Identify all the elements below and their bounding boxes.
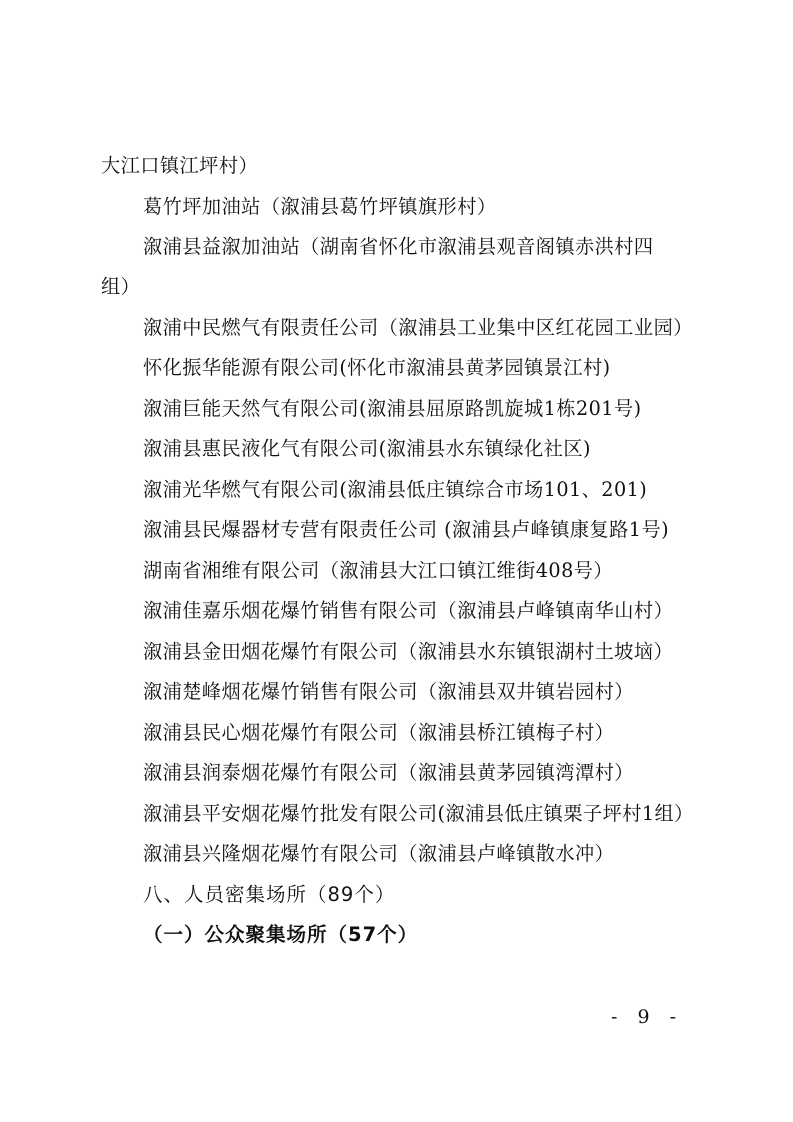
- section-heading: 八、人员密集场所（89个）: [143, 883, 396, 906]
- text-line-entry: 溆浦光华燃气有限公司(溆浦县低庄镇综合市场101、201): [143, 478, 648, 501]
- text-line-entry: 溆浦县民爆器材专营有限责任公司 (溆浦县卢峰镇康复路1号): [143, 518, 670, 541]
- text-line-entry: 溆浦县民心烟花爆竹有限公司（溆浦县桥江镇梅子村）: [143, 721, 615, 744]
- text-line-entry: 怀化振华能源有限公司(怀化市溆浦县黄茅园镇景江村): [143, 356, 611, 379]
- page-number: - 9 -: [611, 1006, 684, 1028]
- text-line-entry: 溆浦楚峰烟花爆竹销售有限公司（溆浦县双井镇岩园村）: [143, 680, 634, 703]
- subsection-heading: （一）公众聚集场所（57个）: [143, 923, 419, 946]
- text-line-entry: 溆浦县兴隆烟花爆竹有限公司（溆浦县卢峰镇散水冲）: [143, 842, 615, 865]
- text-line-continuation: 大江口镇江坪村）: [101, 154, 259, 177]
- text-line-entry: 溆浦县平安烟花爆竹批发有限公司(溆浦县低庄镇栗子坪村1组）: [143, 802, 694, 825]
- text-line-entry: 溆浦县金田烟花爆竹有限公司（溆浦县水东镇银湖村土坡垴）: [143, 640, 674, 663]
- text-line-entry: 溆浦县惠民液化气有限公司(溆浦县水东镇绿化社区): [143, 437, 591, 460]
- text-line-entry: 溆浦巨能天然气有限公司(溆浦县屈原路凯旋城1栋201号): [143, 397, 642, 420]
- text-line-entry: 溆浦中民燃气有限责任公司（溆浦县工业集中区红花园工业园）: [143, 316, 693, 339]
- text-line-continuation: 组）: [101, 275, 141, 298]
- text-line-entry: 湖南省湘维有限公司（溆浦县大江口镇江维街408号）: [143, 559, 613, 582]
- text-line-entry: 溆浦佳嘉乐烟花爆竹销售有限公司（溆浦县卢峰镇南华山村）: [143, 599, 674, 622]
- text-line-entry: 葛竹坪加油站（溆浦县葛竹坪镇旗形村）: [143, 195, 497, 218]
- text-line-entry: 溆浦县益溆加油站（湖南省怀化市溆浦县观音阁镇赤洪村四: [143, 235, 654, 258]
- text-line-entry: 溆浦县润泰烟花爆竹有限公司（溆浦县黄茅园镇湾潭村）: [143, 761, 634, 784]
